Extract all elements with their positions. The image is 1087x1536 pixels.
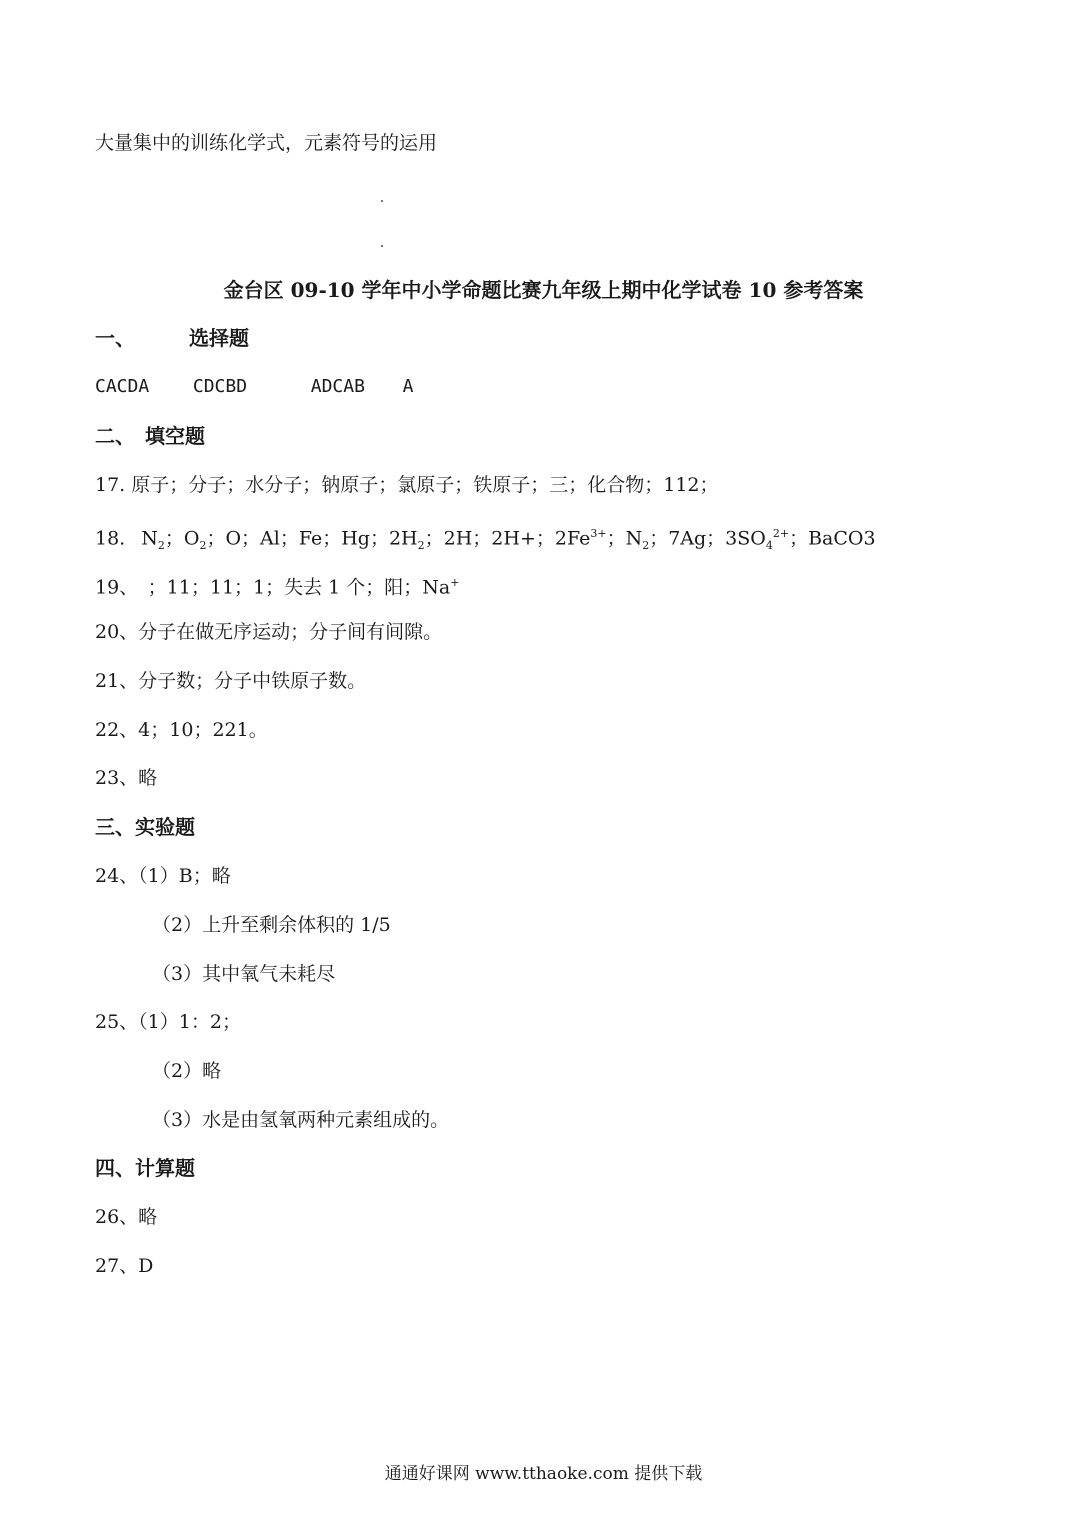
answer-q20: 20、分子在做无序运动；分子间有间隙。 (95, 621, 443, 643)
section-heading-fill (95, 423, 205, 449)
answer-q24-2: （2）上升至剩余体积的 1/5 (152, 914, 391, 936)
stray-dot (381, 245, 383, 247)
answer-q21: 21、分子数；分子中铁原子数。 (95, 670, 367, 692)
superscript: 3+ (590, 527, 607, 540)
section-label: 填空题 (145, 424, 205, 448)
choice-group: A (402, 376, 414, 397)
subscript: 2 (199, 539, 207, 553)
formula-part: ；O (164, 527, 200, 550)
question-number: 18. (95, 527, 126, 550)
answer-text: 19、 ；11；11；1；失去 1 个；阳；Na (95, 576, 451, 599)
footer-download-note: 通通好课网 www.tthaoke.com 提供下载 (384, 1464, 703, 1484)
section-number: 二、 (95, 424, 135, 448)
superscript: 2+ (772, 527, 790, 540)
answer-q17: 17. 原子；分子；水分子；钠原子；氯原子；铁原子；三；化合物；112； (95, 474, 719, 496)
section-heading-calculation: 四、计算题 (95, 1156, 195, 1180)
answer-q25-3: （3）水是由氢氧两种元素组成的。 (152, 1109, 450, 1131)
subscript: 4 (765, 539, 773, 553)
formula-part: ；2H；2H+；2Fe (424, 527, 591, 550)
answer-q18 (95, 521, 876, 559)
formula-part: ；7Ag；3SO (649, 527, 766, 550)
formula-part: ；O；Al；Fe；Hg；2H (206, 527, 418, 550)
answer-q23: 23、略 (95, 767, 158, 789)
answer-q26: 26、略 (95, 1206, 158, 1228)
choice-group: CDCBD (192, 376, 248, 397)
superscript: + (450, 576, 460, 589)
section-heading-choice (95, 325, 249, 351)
answer-q22: 22、4；10；221。 (95, 719, 268, 741)
formula-part: N (141, 527, 158, 550)
answer-q24-1: 24、（1）B；略 (95, 865, 231, 887)
intro-text: 大量集中的训练化学式，元素符号的运用 (95, 132, 438, 154)
formula-part: ；N (606, 527, 643, 550)
answer-q19 (95, 570, 459, 600)
section-number: 一、 (95, 326, 135, 350)
subscript: 2 (157, 539, 165, 553)
section-heading-experiment: 三、实验题 (95, 815, 195, 839)
choice-group: CACDA (95, 376, 150, 397)
section-label: 选择题 (189, 326, 249, 350)
answer-q25-2: （2）略 (152, 1060, 222, 1082)
answer-q27: 27、D (95, 1255, 154, 1277)
choice-group: ADCAB (310, 376, 365, 397)
stray-dot (381, 200, 383, 202)
subscript: 2 (642, 539, 650, 553)
formula-part: ；BaCO3 (789, 527, 876, 550)
answer-q24-3: （3）其中氧气未耗尽 (152, 963, 336, 985)
answer-q25-1: 25、（1）1：2； (95, 1011, 241, 1033)
subscript: 2 (417, 539, 425, 553)
choice-answers (95, 374, 413, 400)
page-title: 金台区 09-10 学年中小学命题比赛九年级上期中化学试卷 10 参考答案 (223, 278, 864, 302)
